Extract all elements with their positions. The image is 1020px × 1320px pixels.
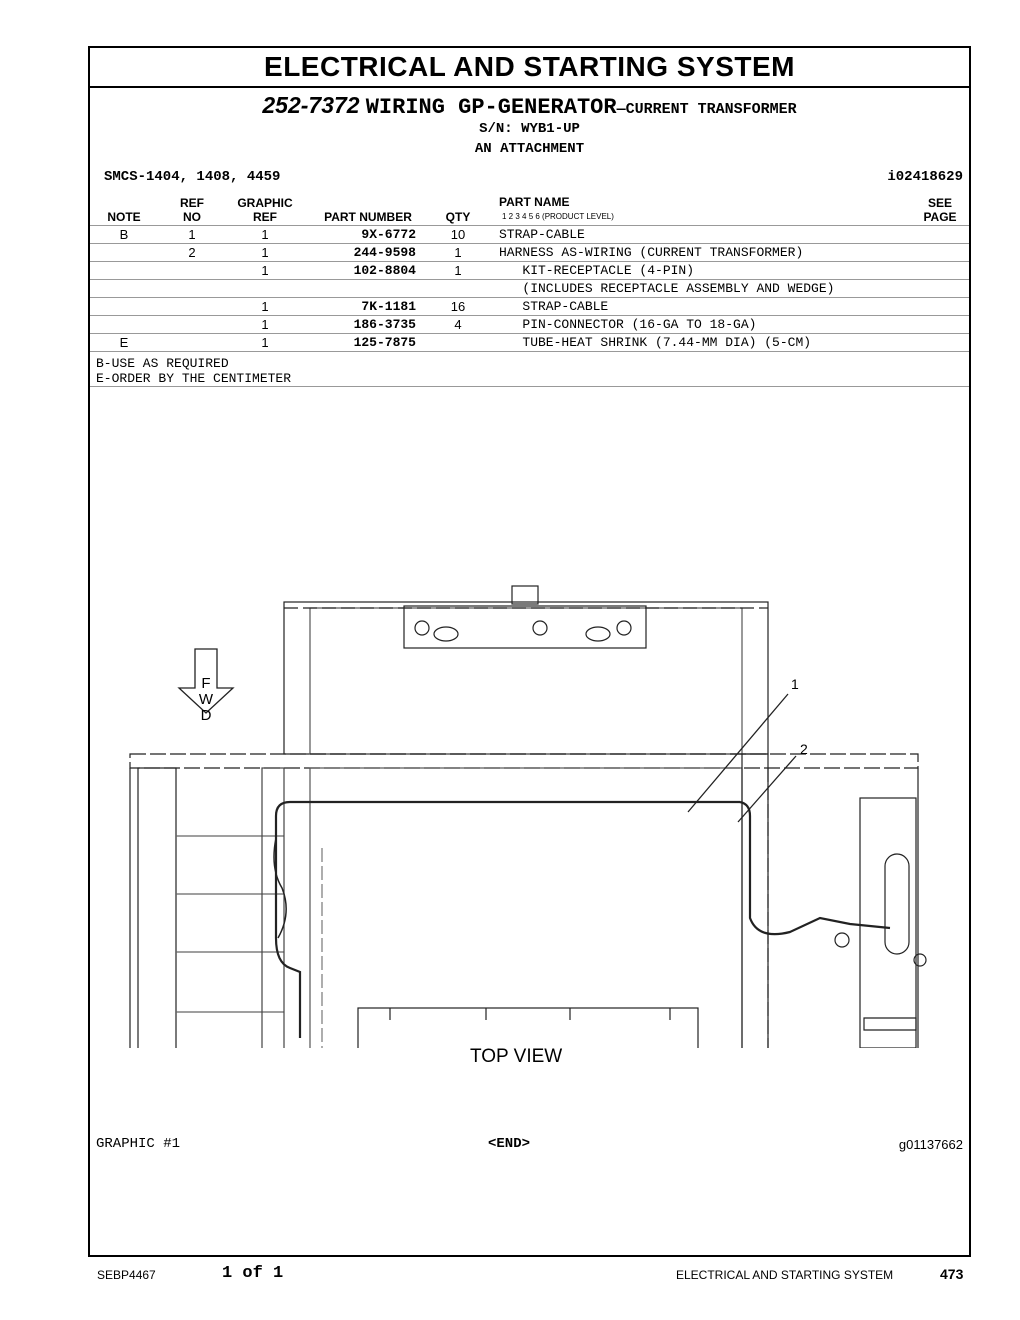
cell-ref-no: 1 [188, 227, 196, 242]
cell-qty: 1 [454, 245, 462, 260]
assembly-title [90, 92, 969, 123]
table-row [90, 279, 969, 298]
fwd-letter-d: D [200, 707, 212, 724]
header-part-name: PART NAME [499, 195, 570, 209]
header-note: NOTE [107, 210, 141, 224]
cell-part-number: 244-9598 [353, 245, 416, 260]
header-qty: QTY [445, 210, 471, 224]
cell-note: B [119, 227, 129, 242]
cell-part-name: PIN-CONNECTOR (16-GA TO 18-GA) [499, 317, 757, 332]
cell-part-name: HARNESS AS-WIRING (CURRENT TRANSFORMER) [499, 245, 804, 260]
cell-part-number: 102-8804 [353, 263, 416, 278]
page-title: ELECTRICAL AND STARTING SYSTEM [90, 48, 969, 88]
attachment-label: AN ATTACHMENT [474, 141, 585, 157]
assembly-name: WIRING GP-GENERATOR [365, 95, 617, 120]
header-see-bottom: PAGE [923, 210, 957, 224]
cell-part-number: 125-7875 [353, 335, 416, 350]
cell-part-number: 9X-6772 [361, 227, 416, 242]
table-row [90, 225, 969, 244]
callout-2: 2 [800, 741, 808, 757]
cell-graphic-ref: 1 [261, 335, 269, 350]
wiring-diagram [90, 568, 969, 1048]
table-row [90, 261, 969, 280]
cell-part-name: TUBE-HEAT SHRINK (7.44-MM DIA) (5-CM) [499, 335, 812, 350]
cell-qty: 4 [454, 317, 462, 332]
cell-note: E [119, 335, 129, 350]
cell-part-name: STRAP-CABLE [499, 299, 609, 314]
cell-graphic-ref: 1 [261, 263, 269, 278]
graphic-label: GRAPHIC #1 [96, 1136, 181, 1152]
assembly-part-number: 252-7372 [262, 92, 360, 118]
header-part-number: PART NUMBER [324, 210, 412, 224]
cell-part-name: (INCLUDES RECEPTACLE ASSEMBLY AND WEDGE) [499, 281, 835, 296]
callout-1: 1 [791, 676, 799, 692]
cell-part-name: STRAP-CABLE [499, 227, 585, 242]
footer-page-number: 473 [940, 1266, 964, 1282]
table-row [90, 333, 969, 352]
cell-part-number: 186-3735 [353, 317, 416, 332]
cell-graphic-ref: 1 [261, 317, 269, 332]
footer-document-number: SEBP4467 [97, 1268, 156, 1282]
cell-part-name: KIT-RECEPTACLE (4-PIN) [499, 263, 695, 278]
document-id: i02418629 [887, 169, 963, 185]
header-ref-bottom: NO [183, 210, 201, 224]
header-ref-top: REF [180, 196, 204, 210]
serial-number: S/N: WYB1-UP [479, 121, 580, 137]
header-see-top: SEE [927, 196, 952, 210]
cell-qty: 1 [454, 263, 462, 278]
smcs-codes: SMCS-1404, 1408, 4459 [104, 169, 281, 185]
cell-graphic-ref: 1 [261, 299, 269, 314]
fwd-letter-w: W [198, 691, 214, 708]
table-row [90, 315, 969, 334]
cell-part-number: 7K-1181 [361, 299, 416, 314]
note-b: B-USE AS REQUIRED [96, 356, 229, 371]
notes-block [96, 356, 291, 386]
cell-graphic-ref: 1 [261, 227, 269, 242]
table-bottom-rule [90, 351, 969, 352]
footer-section: ELECTRICAL AND STARTING SYSTEM [676, 1268, 894, 1282]
cell-ref-no: 2 [188, 245, 196, 260]
view-caption: TOP VIEW [470, 1046, 563, 1067]
fwd-letter-f: F [201, 675, 211, 692]
notes-divider [90, 386, 969, 387]
header-graphic-ref-top: GRAPHIC [237, 196, 293, 210]
cell-qty: 16 [450, 299, 466, 314]
table-row [90, 297, 969, 316]
cell-graphic-ref: 1 [261, 245, 269, 260]
cell-qty: 10 [450, 227, 466, 242]
footer-page-count: 1 of 1 [222, 1264, 284, 1283]
header-graphic-ref-bottom: REF [253, 210, 277, 224]
table-row [90, 243, 969, 262]
page-frame [88, 46, 971, 1257]
header-product-level: 1 2 3 4 5 6 (PRODUCT LEVEL) [502, 212, 614, 221]
note-e: E-ORDER BY THE CENTIMETER [96, 371, 292, 386]
end-label: <END> [488, 1136, 531, 1152]
graphic-id: g01137662 [898, 1137, 963, 1152]
assembly-suffix: —CURRENT TRANSFORMER [616, 101, 797, 118]
